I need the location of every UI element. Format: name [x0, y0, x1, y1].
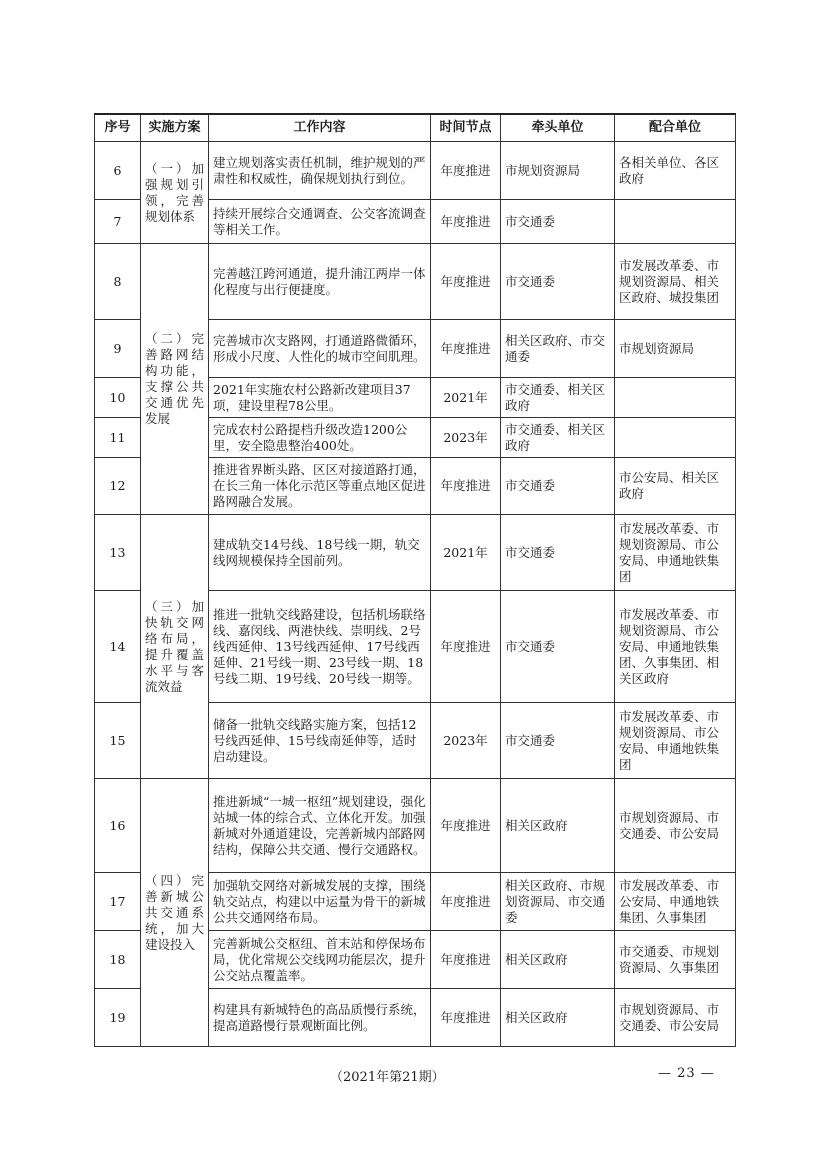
row-time: 2023年 [431, 418, 501, 458]
row-support: 市规划资源局 [615, 320, 736, 378]
row-time: 2021年 [431, 378, 501, 418]
table-row [95, 779, 736, 873]
row-lead: 市交通委 [501, 703, 615, 779]
plan-cell: （一）加强规划引领，完善规划体系 [141, 142, 209, 244]
row-content: 推进一批轨交线路建设，包括机场联络线、嘉闵线、两港快线、崇明线、2号线西延伸、13号线西延伸、17号线西延伸、21号线一期、23号线一期、18号线二期、19号线、20号线一期等。 [209, 591, 431, 703]
table-row [95, 142, 736, 200]
row-no: 16 [95, 779, 141, 873]
row-content: 2021年实施农村公路新改建项目37项，建设里程78公里。 [209, 378, 431, 418]
row-lead: 相关区政府、市交通委 [501, 320, 615, 378]
row-time: 2023年 [431, 703, 501, 779]
table-row [95, 244, 736, 320]
row-no: 7 [95, 200, 141, 244]
page-number: — 23 — [658, 1066, 715, 1081]
row-content: 完成农村公路提档升级改造1200公里，安全隐患整治400处。 [209, 418, 431, 458]
row-content: 建立规划落实责任机制，维护规划的严肃性和权威性，确保规划执行到位。 [209, 142, 431, 200]
row-support: 市公安局、相关区政府 [615, 458, 736, 515]
header-support: 配合单位 [615, 114, 736, 142]
row-support: 市规划资源局、市交通委、市公安局 [615, 779, 736, 873]
row-content: 推进新城“一城一枢纽”规划建设，强化站城一体的综合式、立体化开发。加强新城对外通道建设，完善新城内部路网结构，保障公共交通、慢行交通路权。 [209, 779, 431, 873]
row-support [615, 200, 736, 244]
row-lead: 市交通委 [501, 515, 615, 591]
table-row [95, 515, 736, 591]
row-support [615, 418, 736, 458]
row-content: 完善新城公交枢纽、首末站和停保场布局，优化常规公交线网功能层次，提升公交站点覆盖率。 [209, 931, 431, 989]
row-no: 6 [95, 142, 141, 200]
row-no: 17 [95, 873, 141, 931]
row-time: 年度推进 [431, 458, 501, 515]
row-content: 加强轨交网络对新城发展的支撑，围绕轨交站点，构建以中运量为骨干的新城公共交通网络布局。 [209, 873, 431, 931]
row-lead: 市交通委 [501, 200, 615, 244]
work-plan-table [94, 113, 736, 1047]
row-support: 市交通委、市规划资源局、久事集团 [615, 931, 736, 989]
row-support: 市发展改革委、市规划资源局、市公安局、申通地铁集团、久事集团、相关区政府 [615, 591, 736, 703]
row-time: 年度推进 [431, 989, 501, 1047]
row-no: 15 [95, 703, 141, 779]
row-support: 市发展改革委、市规划资源局、市公安局、申通地铁集团 [615, 515, 736, 591]
row-lead: 相关区政府 [501, 779, 615, 873]
row-lead: 市交通委、相关区政府 [501, 418, 615, 458]
row-time: 年度推进 [431, 142, 501, 200]
row-lead: 市交通委 [501, 591, 615, 703]
row-lead: 相关区政府、市规划资源局、市交通委 [501, 873, 615, 931]
row-content: 持续开展综合交通调查、公交客流调查等相关工作。 [209, 200, 431, 244]
row-no: 12 [95, 458, 141, 515]
row-lead: 相关区政府 [501, 989, 615, 1047]
row-no: 11 [95, 418, 141, 458]
header-row [95, 114, 736, 142]
row-time: 年度推进 [431, 779, 501, 873]
row-support: 各相关单位、各区政府 [615, 142, 736, 200]
row-time: 年度推进 [431, 873, 501, 931]
row-lead: 相关区政府 [501, 931, 615, 989]
row-lead: 市交通委、相关区政府 [501, 378, 615, 418]
row-no: 19 [95, 989, 141, 1047]
row-no: 14 [95, 591, 141, 703]
row-content: 完善城市次支路网，打通道路微循环，形成小尺度、人性化的城市空间肌理。 [209, 320, 431, 378]
row-support: 市发展改革委、市规划资源局、市公安局、申通地铁集团 [615, 703, 736, 779]
row-content: 构建具有新城特色的高品质慢行系统，提高道路慢行景观断面比例。 [209, 989, 431, 1047]
row-content: 建成轨交14号线、18号线一期，轨交线网规模保持全国前列。 [209, 515, 431, 591]
header-plan: 实施方案 [141, 114, 209, 142]
row-support: 市规划资源局、市交通委、市公安局 [615, 989, 736, 1047]
issue-label: （2021年第21期） [330, 1070, 445, 1085]
header-no: 序号 [95, 114, 141, 142]
row-support [615, 378, 736, 418]
plan-cell: （二）完善路网结构功能，支撑公共交通优先发展 [141, 244, 209, 515]
row-time: 2021年 [431, 515, 501, 591]
row-support: 市发展改革委、市规划资源局、相关区政府、城投集团 [615, 244, 736, 320]
row-no: 9 [95, 320, 141, 378]
row-no: 13 [95, 515, 141, 591]
row-content: 储备一批轨交线路实施方案，包括12号线西延伸、15号线南延伸等，适时启动建设。 [209, 703, 431, 779]
row-lead: 市交通委 [501, 244, 615, 320]
row-time: 年度推进 [431, 591, 501, 703]
plan-cell: （三）加快轨交网络布局，提升覆盖水平与客流效益 [141, 515, 209, 779]
row-time: 年度推进 [431, 931, 501, 989]
row-lead: 市规划资源局 [501, 142, 615, 200]
row-support: 市发展改革委、市公安局、申通地铁集团、久事集团 [615, 873, 736, 931]
row-time: 年度推进 [431, 244, 501, 320]
row-lead: 市交通委 [501, 458, 615, 515]
row-content: 完善越江跨河通道，提升浦江两岸一体化程度与出行便捷度。 [209, 244, 431, 320]
header-content: 工作内容 [209, 114, 431, 142]
plan-cell: （四）完善新城公共交通系统，加大建设投入 [141, 779, 209, 1047]
header-lead: 牵头单位 [501, 114, 615, 142]
row-content: 推进省界断头路、区区对接道路打通，在长三角一体化示范区等重点地区促进路网融合发展。 [209, 458, 431, 515]
row-time: 年度推进 [431, 320, 501, 378]
row-no: 10 [95, 378, 141, 418]
row-time: 年度推进 [431, 200, 501, 244]
row-no: 18 [95, 931, 141, 989]
header-time: 时间节点 [431, 114, 501, 142]
row-no: 8 [95, 244, 141, 320]
